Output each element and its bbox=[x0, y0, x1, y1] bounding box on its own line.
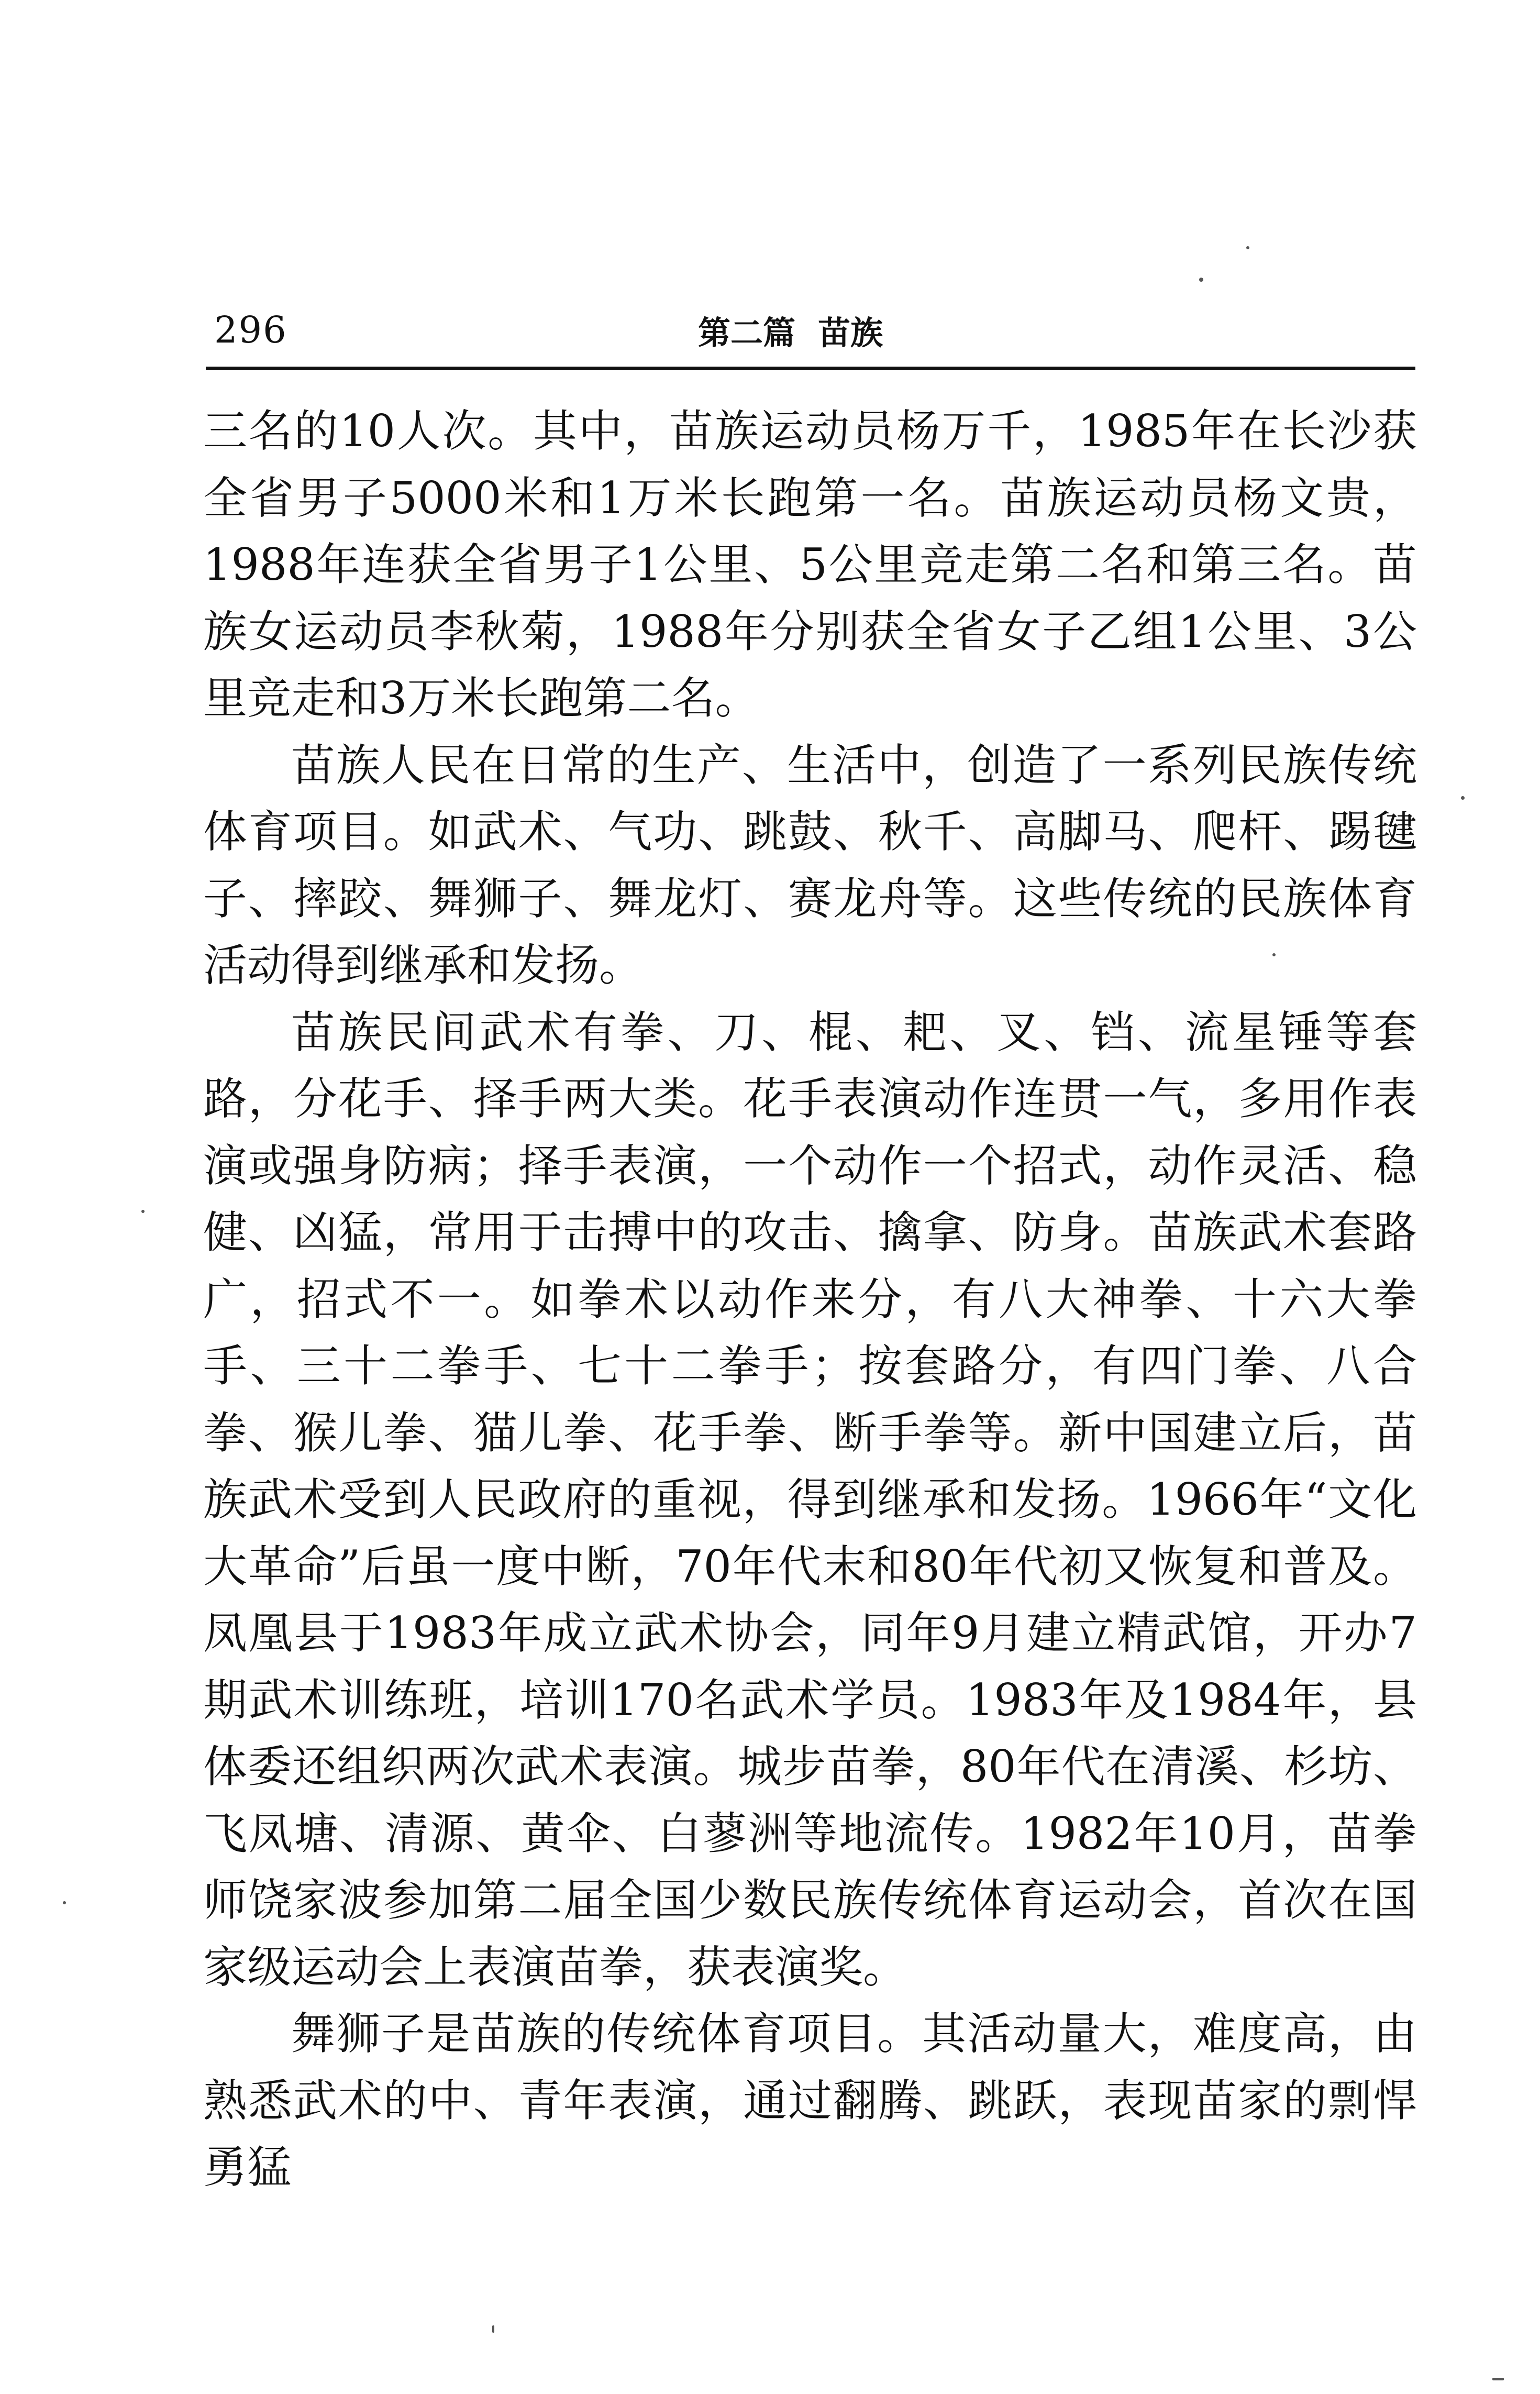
body-text bbox=[203, 398, 1417, 2201]
paragraph-lion-dance: 舞狮子是苗族的传统体育项目。其活动量大，难度高，由熟悉武术的中、青年表演，通过翻腾、跳跃，表现苗家的剽悍勇猛 bbox=[203, 2008, 1417, 2193]
scan-speck bbox=[1492, 2378, 1504, 2380]
scan-speck bbox=[492, 2325, 494, 2333]
paragraph-continued: 三名的10人次。其中，苗族运动员杨万千，1985年在长沙获全省男子5000米和1万米长跑第一名。苗族运动员杨文贵，1988年连获全省男子1公里、5公里竞走第二名和第三名。苗族女运动员李秋菊，1988年分别获全省女子乙组1公里、3公里竞走和3万米长跑第二名。 bbox=[203, 405, 1417, 724]
scan-speck bbox=[1246, 246, 1249, 249]
scan-speck bbox=[1272, 953, 1276, 956]
paragraph-martial-arts: 苗族民间武术有拳、刀、棍、耙、叉、铛、流星锤等套路，分花手、择手两大类。花手表演动作连贯一气，多用作表演或强身防病；择手表演，一个动作一个招式，动作灵活、稳健、凶猛，常用于击搏中的攻击、擒拿、防身。苗族武术套路广，招式不一。如拳术以动作来分，有八大神拳、十六大拳手、三十二拳手、七十二拳手；按套路分，有四门拳、八合拳、猴儿拳、猫儿拳、花手拳、断手拳等。新中国建立后，苗族武术受到人民政府的重视，得到继承和发扬。1966年“文化大革命”后虽一度中断，70年代末和80年代初又恢复和普及。凤凰县于1983年成立武术协会，同年9月建立精武馆，开办7期武术训练班，培训170名武术学员。1983年及1984年，县体委还组织两次武术表演。城步苗拳，80年代在清溪、杉坊、飞凤塘、清源、黄伞、白蓼洲等地流传。1982年10月，苗拳师饶家波参加第二届全国少数民族传统体育运动会，首次在国家级运动会上表演苗拳，获表演奖。 bbox=[203, 1006, 1417, 1993]
page-header bbox=[206, 293, 1415, 370]
page-number: 296 bbox=[214, 308, 287, 351]
scan-speck bbox=[1199, 278, 1203, 282]
running-title: 第二篇 苗族 bbox=[698, 314, 883, 352]
scan-speck bbox=[141, 1210, 145, 1213]
scan-speck bbox=[63, 1901, 66, 1904]
scan-speck bbox=[1461, 796, 1465, 800]
paragraph-traditional-sports: 苗族人民在日常的生产、生活中，创造了一系列民族传统体育项目。如武术、气功、跳鼓、秋千、高脚马、爬杆、踢毽子、摔跤、舞狮子、舞龙灯、赛龙舟等。这些传统的民族体育活动得到继承和发扬。 bbox=[203, 739, 1417, 991]
